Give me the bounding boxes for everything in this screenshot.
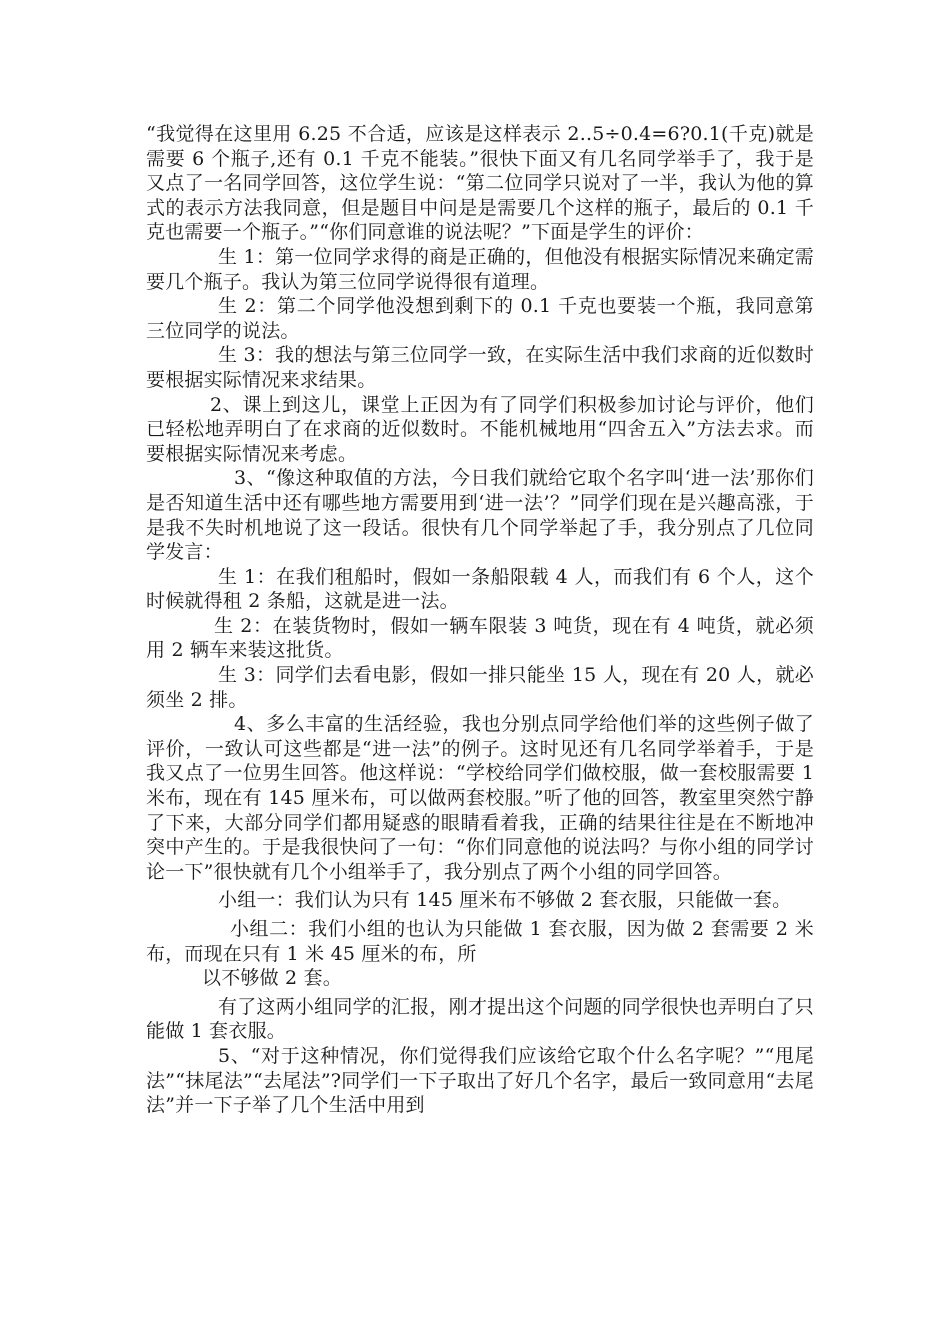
paragraph-example-1: 生 1：在我们租船时，假如一条船限载 4 人，而我们有 6 个人，这个时候就得租 2 条船，这就是进一法。 — [146, 565, 814, 613]
paragraph-student-1: 生 1：第一位同学求得的商是正确的，但他没有根据实际情况来确定需要几个瓶子。我认为第三位同学说得很有道理。 — [146, 245, 814, 293]
paragraph-group-2: 小组二：我们小组的也认为只能做 1 套衣服，因为做 2 套需要 2 米布，而现在只有 1 米 45 厘米的布，所 — [146, 918, 814, 965]
document-body — [146, 122, 814, 1118]
paragraph-student-3: 生 3：我的想法与第三位同学一致，在实际生活中我们求商的近似数时要根据实际情况来求结果。 — [146, 344, 814, 391]
paragraph-group-2-continued: 以不够做 2 套。 — [202, 967, 342, 990]
paragraph-group-1: 小组一：我们认为只有 145 厘米布不够做 2 套衣服，只能做一套。 — [218, 889, 792, 912]
paragraph-example-2: 生 2：在装货物时，假如一辆车限装 3 吨货，现在有 4 吨货，就必须用 2 辆车来装这批货。 — [146, 614, 814, 662]
paragraph-example-3: 生 3：同学们去看电影，假如一排只能坐 15 人，现在有 20 人，就必须坐 2 排。 — [146, 664, 814, 711]
paragraph-student-2: 生 2：第二个同学他没想到剩下的 0.1 千克也要装一个瓶，我同意第三位同学的说法。 — [146, 295, 814, 342]
paragraph-section-5: 5、“对于这种情况，你们觉得我们应该给它取个什么名字呢？”“甩尾法”“抹尾法”“去尾法”?同学们一下子取出了好几个名字，最后一致同意用“去尾法”并一下子举了几个生活中用到 — [146, 1044, 814, 1117]
paragraph-section-3: 3、“像这种取值的方法，今日我们就给它取个名字叫‘进一法’那你们是否知道生活中还有哪些地方需要用到‘进一法’？”同学们现在是兴趣高涨，于是我不失时机地说了这一段话。很快有几个同学举起了手，我分别点了几位同学发言： — [146, 467, 814, 564]
paragraph-summary: 有了这两小组同学的汇报，刚才提出这个问题的同学很快也弄明白了只能做 1 套衣服。 — [146, 995, 814, 1043]
paragraph-section-2: 2、课上到这儿，课堂上正因为有了同学们积极参加讨论与评价，他们已轻松地弄明白了在求商的近似数时。不能机械地用“四舍五入”方法去求。而要根据实际情况来考虑。 — [146, 393, 814, 465]
paragraph-intro: “我觉得在这里用 6.25 不合适，应该是这样表示 2..5÷0.4=6?0.1(千克)就是需要 6 个瓶子,还有 0.1 千克不能装。”很快下面又有几名同学举手了，我于是又点了一名同学回答，这位学生说：“第二位同学只说对了一半，我认为他的算式的表示方法我同意，但是题目中问是是需要几个这样的瓶子，最后的 0.1 千克也需要一个瓶子。”“你们同意谁的说法呢？”下面是学生的评价： — [146, 123, 814, 244]
paragraph-section-4: 4、多么丰富的生活经验，我也分别点同学给他们举的这些例子做了评价，一致认可这些都是“进一法”的例子。这时见还有几名同学举着手，于是我又点了一位男生回答。他这样说：“学校给同学们做校服，做一套校服需要 1 米布，现在有 145 厘米布，可以做两套校服。”听了他的回答，教室里突然宁静了下来，大部分同学们都用疑惑的眼睛看着我，正确的结果往往是在不断地冲突中产生的。于是我很快问了一句：“你们同意他的说法吗？与你小组的同学讨论一下”很快就有几个小组举手了，我分别点了两个小组的同学回答。 — [146, 713, 814, 883]
